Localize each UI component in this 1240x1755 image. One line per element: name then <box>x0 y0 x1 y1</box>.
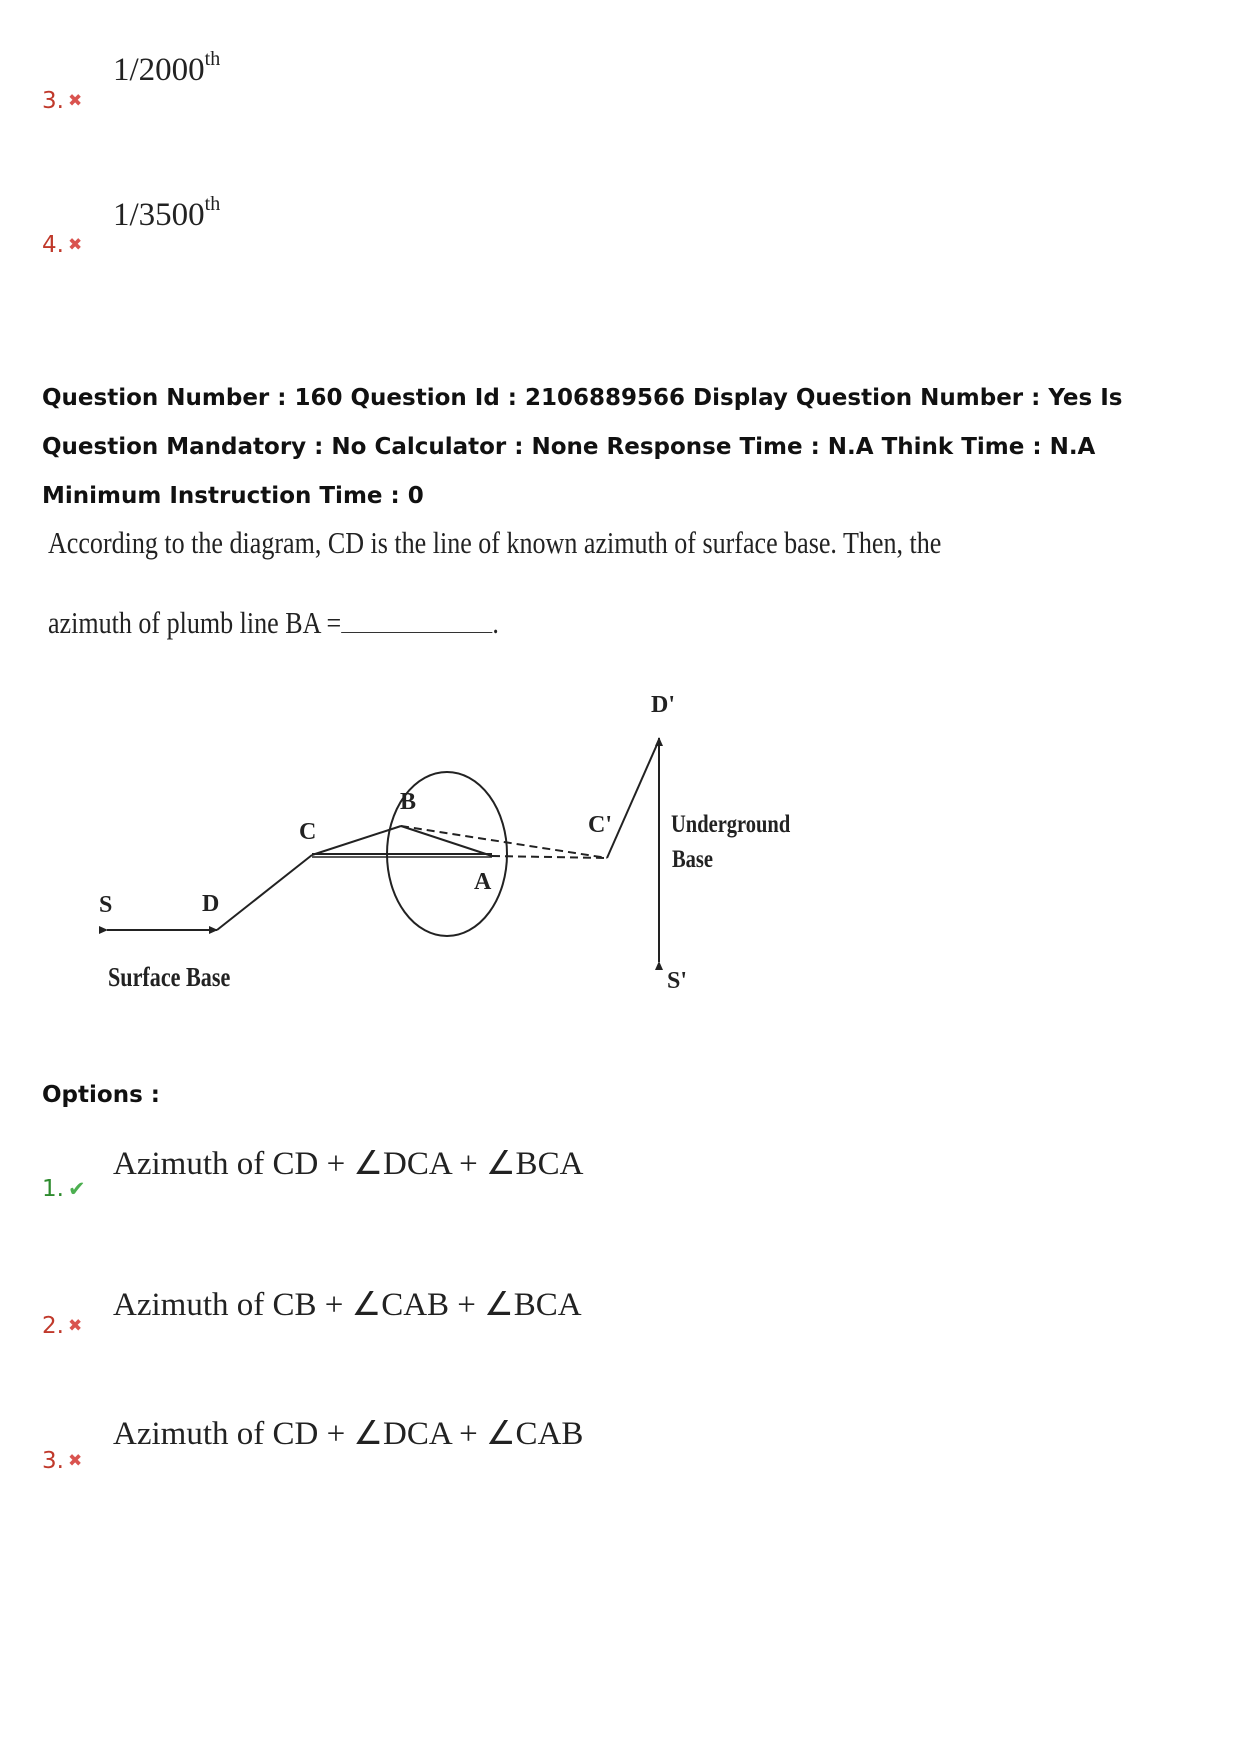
option-2-number <box>42 1313 82 1339</box>
cross-icon: ✖ <box>67 234 83 255</box>
prev-option-3-content <box>113 48 220 89</box>
check-icon: ✔ <box>67 1176 86 1201</box>
line-cprime-dprime <box>607 740 659 858</box>
label-underground: Underground <box>671 810 791 838</box>
option-3-text: Azimuth of CD + ∠DCA + ∠CAB <box>113 1416 584 1452</box>
cross-icon: ✖ <box>67 90 83 111</box>
label-surface-base: Surface Base <box>108 963 231 993</box>
option-2-text: Azimuth of CB + ∠CAB + ∠BCA <box>113 1287 582 1323</box>
label-d: D <box>202 891 220 917</box>
option-1-number <box>42 1176 86 1202</box>
question-text-line-2 <box>48 605 499 641</box>
prev-option-4-superscript: th <box>204 193 221 215</box>
label-s-prime: S' <box>667 968 688 994</box>
prev-option-3-number <box>42 88 82 114</box>
option-1-text: Azimuth of CD + ∠DCA + ∠BCA <box>113 1146 584 1182</box>
options-label: Options : <box>42 1082 160 1108</box>
prev-option-4-number <box>42 232 82 258</box>
question-text-suffix: . <box>492 605 499 640</box>
label-a: A <box>474 869 492 895</box>
option-number: 3. <box>42 1448 64 1474</box>
prev-option-4-text: 1/3500 <box>113 197 205 233</box>
label-s: S <box>99 892 113 918</box>
azimuth-diagram <box>95 680 795 1010</box>
question-text-line-1: According to the diagram, CD is the line of known azimuth of surface base. Then, the <box>48 525 942 560</box>
label-c: C <box>299 819 317 845</box>
label-base: Base <box>672 845 714 873</box>
line-ba <box>401 826 492 856</box>
label-b: B <box>400 789 417 815</box>
option-3-number <box>42 1448 82 1474</box>
question-meta: Question Number : 160 Question Id : 2106889566 Display Question Number : Yes Is Question Mandatory : No Calculator : None Response Time : N.A Think Time : N.A Minimum Instruction Time : 0 <box>42 385 1123 509</box>
prev-option-3-superscript: th <box>204 48 221 70</box>
dashed-line-a-cprime <box>492 856 607 858</box>
label-d-prime: D' <box>651 692 675 718</box>
prev-option-3-text: 1/2000 <box>113 52 205 88</box>
option-number: 3. <box>42 88 64 114</box>
line-dc <box>217 855 312 930</box>
option-number: 1. <box>42 1176 64 1202</box>
label-c-prime: C' <box>588 812 612 838</box>
option-number: 4. <box>42 232 64 258</box>
cross-icon: ✖ <box>67 1450 83 1471</box>
prev-option-4-content <box>113 193 220 234</box>
cross-icon: ✖ <box>67 1315 83 1336</box>
option-number: 2. <box>42 1313 64 1339</box>
answer-blank <box>341 608 492 633</box>
question-text-prefix: azimuth of plumb line BA = <box>48 605 342 640</box>
